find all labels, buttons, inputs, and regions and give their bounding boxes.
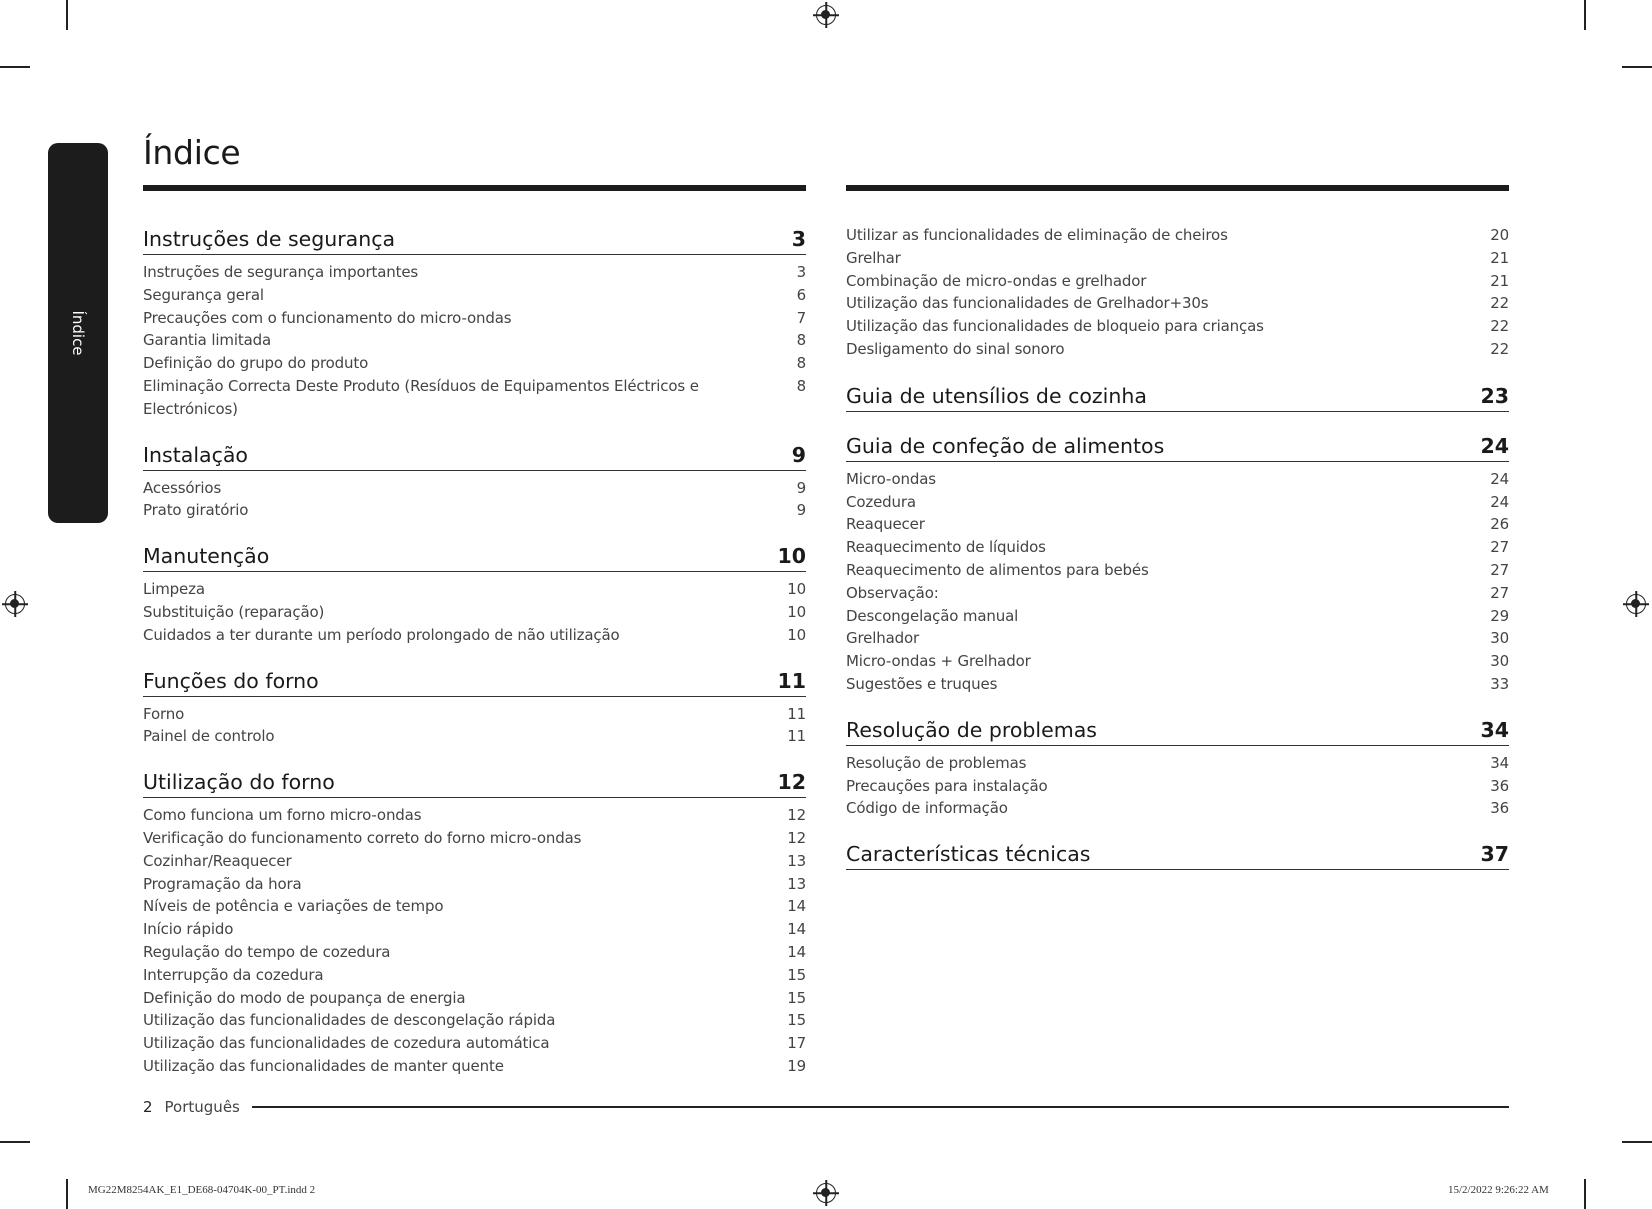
toc-item-label: Resolução de problemas bbox=[846, 753, 1027, 772]
toc-item-label: Reaquecimento de líquidos bbox=[846, 538, 1046, 557]
toc-item-label: Grelhador bbox=[846, 629, 920, 648]
title-rule-right bbox=[846, 185, 1509, 191]
toc-item[interactable] bbox=[143, 987, 806, 1010]
toc-item-label: Utilização das funcionalidades de bloqueio para crianças bbox=[846, 317, 1264, 336]
toc-item-page: 14 bbox=[787, 942, 806, 961]
toc-item[interactable] bbox=[143, 1009, 806, 1032]
toc-section-heading[interactable] bbox=[846, 433, 1509, 462]
toc-section-title: Funções do forno bbox=[143, 668, 319, 693]
toc-section-title: Manutenção bbox=[143, 544, 270, 569]
toc-item-label: Micro-ondas + Grelhador bbox=[846, 652, 1031, 671]
toc-item[interactable] bbox=[846, 536, 1509, 559]
toc-section-title: Utilização do forno bbox=[143, 770, 335, 795]
toc-section-title: Instruções de segurança bbox=[143, 227, 396, 251]
toc-section-heading[interactable] bbox=[143, 226, 806, 255]
toc-item-page: 36 bbox=[1490, 799, 1509, 818]
toc-item-page: 21 bbox=[1490, 271, 1509, 290]
toc-item-label: Cuidados a ter durante um período prolongado de não utilização bbox=[143, 625, 620, 644]
toc-item-label: Utilização das funcionalidades de manter quente bbox=[143, 1056, 504, 1075]
toc-section-page: 34 bbox=[1480, 717, 1509, 742]
toc-item[interactable] bbox=[846, 315, 1509, 338]
crop-mark bbox=[0, 66, 30, 68]
toc-section bbox=[846, 841, 1509, 870]
toc-section bbox=[143, 543, 806, 646]
toc-item-page: 27 bbox=[1490, 583, 1509, 602]
side-tab-label: Índice bbox=[69, 310, 87, 356]
toc-item-page: 11 bbox=[787, 704, 806, 723]
toc-item-page: 9 bbox=[796, 478, 806, 497]
toc-section bbox=[143, 668, 806, 749]
toc-item[interactable] bbox=[846, 605, 1509, 628]
toc-item-label: Reaquecer bbox=[846, 515, 925, 534]
crop-mark bbox=[1622, 1141, 1652, 1143]
toc-item-page: 26 bbox=[1490, 515, 1509, 534]
toc-item[interactable] bbox=[846, 270, 1509, 293]
toc-item-page: 7 bbox=[796, 308, 806, 327]
toc-item[interactable] bbox=[143, 1055, 806, 1078]
toc-item[interactable] bbox=[846, 775, 1509, 798]
toc-item-page: 13 bbox=[787, 874, 806, 893]
toc-item[interactable] bbox=[846, 247, 1509, 270]
toc-section-heading[interactable] bbox=[143, 668, 806, 697]
toc-item-page: 22 bbox=[1490, 294, 1509, 313]
toc-item[interactable] bbox=[143, 895, 806, 918]
toc-item-page: 34 bbox=[1490, 753, 1509, 772]
title-rule-left bbox=[143, 185, 806, 191]
toc-item[interactable] bbox=[846, 627, 1509, 650]
toc-item-label: Verificação do funcionamento correto do forno micro-ondas bbox=[143, 828, 582, 847]
toc-section bbox=[143, 226, 806, 421]
registration-mark-icon bbox=[816, 1183, 836, 1203]
toc-item-label: Definição do grupo do produto bbox=[143, 354, 369, 373]
toc-item[interactable] bbox=[846, 797, 1509, 820]
toc-item[interactable] bbox=[143, 873, 806, 896]
toc-item[interactable] bbox=[143, 601, 806, 624]
toc-item-label: Desligamento do sinal sonoro bbox=[846, 339, 1065, 358]
toc-item[interactable] bbox=[143, 329, 806, 352]
toc-section bbox=[846, 433, 1509, 696]
toc-item-label: Combinação de micro-ondas e grelhador bbox=[846, 271, 1147, 290]
toc-item-label: Interrupção da cozedura bbox=[143, 965, 324, 984]
toc-item-label: Utilização das funcionalidades de cozedura automática bbox=[143, 1034, 550, 1053]
toc-item[interactable] bbox=[846, 513, 1509, 536]
toc-left-column bbox=[143, 226, 806, 1099]
toc-item[interactable] bbox=[143, 284, 806, 307]
toc-section-title: Guia de utensílios de cozinha bbox=[846, 383, 1147, 408]
toc-section-page: 10 bbox=[777, 544, 806, 569]
toc-item[interactable] bbox=[846, 582, 1509, 605]
toc-item-page: 14 bbox=[787, 897, 806, 916]
toc-item-page: 30 bbox=[1490, 652, 1509, 671]
toc-section-heading[interactable] bbox=[143, 442, 806, 471]
toc-item-page: 21 bbox=[1490, 248, 1509, 267]
toc-item-page: 30 bbox=[1490, 629, 1509, 648]
toc-section bbox=[143, 769, 806, 1078]
toc-item-page: 19 bbox=[787, 1056, 806, 1075]
toc-item-page: 9 bbox=[796, 501, 806, 520]
toc-section-page: 24 bbox=[1480, 433, 1509, 458]
toc-item-page: 3 bbox=[796, 263, 806, 281]
toc-item-page: 22 bbox=[1490, 339, 1509, 358]
toc-item[interactable] bbox=[143, 964, 806, 987]
toc-item-page: 6 bbox=[796, 285, 806, 304]
toc-section-page: 9 bbox=[791, 442, 806, 467]
crop-mark bbox=[66, 1179, 68, 1209]
toc-item-label: Acessórios bbox=[143, 478, 222, 497]
toc-item-label: Descongelação manual bbox=[846, 606, 1019, 625]
toc-item[interactable] bbox=[846, 338, 1509, 361]
toc-item[interactable] bbox=[143, 578, 806, 601]
toc-item-page: 8 bbox=[796, 354, 806, 373]
toc-item-label: Eliminação Correcta Deste Produto (Resíduos de Equipamentos Eléctricos e Electrónicos) bbox=[143, 376, 699, 418]
toc-item-page: 13 bbox=[787, 851, 806, 870]
page-footer bbox=[143, 1098, 1509, 1116]
toc-item-label: Utilização das funcionalidades de descongelação rápida bbox=[143, 1011, 556, 1030]
footer-language: Português bbox=[164, 1098, 240, 1116]
toc-item[interactable] bbox=[143, 352, 806, 375]
toc-item[interactable] bbox=[846, 224, 1509, 247]
toc-item[interactable] bbox=[846, 559, 1509, 582]
toc-item-label: Observação: bbox=[846, 583, 939, 602]
toc-item-label: Garantia limitada bbox=[143, 331, 272, 350]
toc-item-page: 33 bbox=[1490, 674, 1509, 693]
toc-item-label: Precauções para instalação bbox=[846, 776, 1048, 795]
toc-item-page: 15 bbox=[787, 965, 806, 984]
toc-item-label: Segurança geral bbox=[143, 285, 264, 304]
toc-item[interactable] bbox=[143, 804, 806, 827]
toc-item[interactable] bbox=[143, 499, 806, 522]
toc-item-page: 15 bbox=[787, 988, 806, 1007]
toc-item[interactable] bbox=[846, 752, 1509, 775]
toc-section-page: 12 bbox=[777, 770, 806, 795]
toc-item-label: Reaquecimento de alimentos para bebés bbox=[846, 560, 1149, 579]
toc-item-page: 27 bbox=[1490, 538, 1509, 557]
toc-section bbox=[143, 442, 806, 523]
toc-right-column bbox=[846, 224, 1509, 891]
toc-item[interactable] bbox=[846, 650, 1509, 673]
toc-item-page: 10 bbox=[787, 625, 806, 644]
toc-section-title: Guia de confeção de alimentos bbox=[846, 433, 1165, 458]
toc-item-page: 29 bbox=[1490, 606, 1509, 625]
toc-item-page: 10 bbox=[787, 580, 806, 599]
toc-item[interactable] bbox=[846, 491, 1509, 514]
print-slug-file: MG22M8254AK_E1_DE68-04704K-00_PT.indd 2 bbox=[88, 1184, 316, 1196]
toc-item-label: Prato giratório bbox=[143, 501, 249, 520]
toc-section-title: Características técnicas bbox=[846, 842, 1091, 867]
toc-section-title: Instalação bbox=[143, 442, 248, 467]
toc-item-page: 20 bbox=[1490, 226, 1509, 244]
toc-item[interactable] bbox=[143, 941, 806, 964]
toc-item-page: 24 bbox=[1490, 492, 1509, 511]
toc-section-title: Resolução de problemas bbox=[846, 717, 1097, 742]
toc-section bbox=[846, 717, 1509, 820]
toc-item-page: 11 bbox=[787, 727, 806, 746]
toc-item[interactable] bbox=[143, 477, 806, 500]
toc-item-label: Regulação do tempo de cozedura bbox=[143, 942, 391, 961]
toc-section-heading[interactable] bbox=[846, 383, 1509, 412]
toc-item-page: 10 bbox=[787, 602, 806, 621]
toc-item-page: 17 bbox=[787, 1034, 806, 1053]
toc-section-heading[interactable] bbox=[846, 717, 1509, 746]
toc-item[interactable] bbox=[143, 261, 806, 284]
page-title: Índice bbox=[143, 133, 241, 172]
toc-item[interactable] bbox=[143, 1032, 806, 1055]
toc-item[interactable] bbox=[143, 703, 806, 726]
toc-section-page: 37 bbox=[1480, 842, 1509, 867]
registration-mark-icon bbox=[816, 5, 836, 25]
toc-item-label: Micro-ondas bbox=[846, 469, 936, 488]
page-number: 2 bbox=[143, 1098, 153, 1116]
toc-section bbox=[846, 383, 1509, 412]
toc-item-page: 12 bbox=[787, 828, 806, 847]
registration-mark-icon bbox=[1626, 594, 1646, 614]
toc-item-page: 15 bbox=[787, 1011, 806, 1030]
toc-item-label: Substituição (reparação) bbox=[143, 602, 325, 621]
toc-item-page: 27 bbox=[1490, 560, 1509, 579]
toc-item-label: Painel de controlo bbox=[143, 727, 275, 746]
toc-item[interactable] bbox=[143, 918, 806, 941]
toc-item-label: Instruções de segurança importantes bbox=[143, 263, 419, 281]
crop-mark bbox=[1584, 0, 1586, 30]
toc-item[interactable] bbox=[846, 468, 1509, 491]
toc-continuation-list bbox=[846, 224, 1509, 361]
toc-item-page: 12 bbox=[787, 806, 806, 825]
toc-item[interactable] bbox=[143, 827, 806, 850]
toc-item-label: Programação da hora bbox=[143, 874, 302, 893]
toc-item[interactable] bbox=[143, 850, 806, 873]
toc-item[interactable] bbox=[846, 673, 1509, 696]
toc-item-label: Início rápido bbox=[143, 920, 234, 939]
toc-section-heading[interactable] bbox=[143, 543, 806, 572]
toc-item-page: 22 bbox=[1490, 317, 1509, 336]
toc-item-page: 24 bbox=[1490, 469, 1509, 488]
toc-item[interactable] bbox=[143, 375, 806, 421]
toc-item-label: Utilização das funcionalidades de Grelhador+30s bbox=[846, 294, 1209, 313]
registration-mark-icon bbox=[5, 594, 25, 614]
toc-item-label: Cozedura bbox=[846, 492, 916, 511]
toc-item[interactable] bbox=[846, 292, 1509, 315]
toc-item-label: Utilizar as funcionalidades de eliminação de cheiros bbox=[846, 226, 1228, 244]
toc-item-page: 36 bbox=[1490, 776, 1509, 795]
toc-item[interactable] bbox=[143, 624, 806, 647]
toc-item-label: Código de informação bbox=[846, 799, 1008, 818]
footer-rule bbox=[252, 1106, 1509, 1108]
print-slug-timestamp: 15/2/2022 9:26:22 AM bbox=[1448, 1184, 1549, 1196]
toc-section-heading[interactable] bbox=[143, 769, 806, 798]
toc-item[interactable] bbox=[143, 725, 806, 748]
toc-item-label: Limpeza bbox=[143, 580, 205, 599]
crop-mark bbox=[1622, 66, 1652, 68]
toc-item-page: 14 bbox=[787, 920, 806, 939]
toc-item-label: Sugestões e truques bbox=[846, 674, 998, 693]
toc-item-label: Precauções com o funcionamento do micro-ondas bbox=[143, 308, 512, 327]
toc-item-label: Definição do modo de poupança de energia bbox=[143, 988, 466, 1007]
toc-section-page: 3 bbox=[791, 227, 806, 251]
crop-mark bbox=[66, 0, 68, 30]
toc-item-page: 8 bbox=[796, 331, 806, 350]
toc-item-page: 8 bbox=[796, 376, 806, 395]
toc-section-page: 23 bbox=[1480, 383, 1509, 408]
toc-item-label: Cozinhar/Reaquecer bbox=[143, 851, 292, 870]
toc-item[interactable] bbox=[143, 307, 806, 330]
toc-item-label: Como funciona um forno micro-ondas bbox=[143, 806, 422, 825]
toc-item-label: Grelhar bbox=[846, 248, 901, 267]
crop-mark bbox=[0, 1141, 30, 1143]
toc-item-label: Níveis de potência e variações de tempo bbox=[143, 897, 444, 916]
toc-section-page: 11 bbox=[777, 668, 806, 693]
toc-item-label: Forno bbox=[143, 704, 185, 723]
crop-mark bbox=[1584, 1179, 1586, 1209]
toc-section-heading[interactable] bbox=[846, 841, 1509, 870]
